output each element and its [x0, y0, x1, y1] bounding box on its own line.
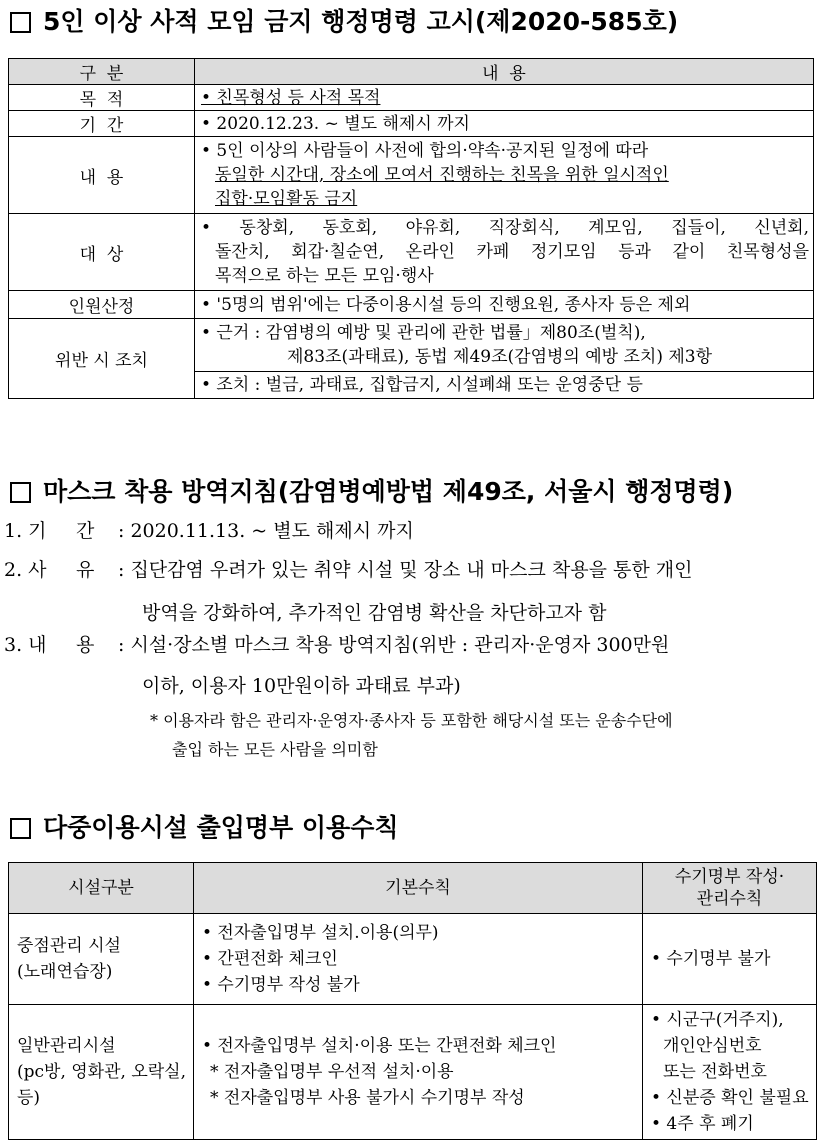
header-category: 구 분	[9, 59, 195, 85]
row-content: • 친목형성 등 사적 목적	[195, 85, 814, 111]
row-content: • '5명의 범위'에는 다중이용시설 등의 진행요원, 종사자 등은 제외	[195, 291, 814, 319]
list-item: 1. 기 간 : 2020.11.13. ~ 별도 해제시 까지	[4, 520, 414, 542]
row-content: • 동창회, 동호회, 야유회, 직장회식, 계모임, 집들이, 신년회, 돌잔치, 회갑·칠순연, 온라인 카페 정기모임 등과 같이 친목형성을 목적으로 하는 모든 모임·행사	[195, 214, 814, 291]
checkbox-square-icon	[10, 818, 31, 839]
manual-rules: • 시군구(거주지), 개인안심번호 또는 전화번호 • 신분증 확인 불필요 • 4주 후 폐기	[643, 1005, 817, 1140]
table-header-row	[9, 863, 817, 914]
list-item-continuation: 방역을 강화하여, 추가적인 감염병 확산을 차단하고자 함	[142, 602, 607, 624]
row-content: • 2020.12.23. ~ 별도 해제시 까지	[195, 111, 814, 137]
row-label: 내 용	[9, 137, 195, 214]
row-label: 기 간	[9, 111, 195, 137]
checkbox-square-icon	[10, 12, 31, 33]
row-content: • 근거 : 감염병의 예방 및 관리에 관한 법률」제80조(벌칙), 제83조(과태료), 동법 제49조(감염병의 예방 조치) 제3항	[195, 319, 814, 372]
header-manual-rules: 수기명부 작성· 관리수칙	[643, 863, 817, 914]
table-header-row	[9, 59, 814, 85]
table-row	[9, 214, 814, 291]
header-content: 내 용	[195, 59, 814, 85]
section1-title: 5인 이상 사적 모임 금지 행정명령 고시(제2020-585호)	[10, 6, 678, 38]
ban-order-table	[8, 58, 814, 399]
basic-rules: • 전자출입명부 설치·이용 또는 간편전화 체크인 * 전자출입명부 우선적 설치·이용 * 전자출입명부 사용 불가시 수기명부 작성	[194, 1005, 643, 1140]
manual-rules: • 수기명부 불가	[643, 914, 817, 1005]
footnote-continuation: 출입 하는 모든 사람을 의미함	[172, 740, 378, 759]
table-row	[9, 319, 814, 372]
list-item-continuation: 이하, 이용자 10만원이하 과태료 부과)	[142, 675, 461, 697]
table-row	[9, 291, 814, 319]
header-basic-rules: 기본수칙	[194, 863, 643, 914]
footnote: * 이용자라 함은 관리자·운영자·종사자 등 포함한 해당시설 또는 운송수단에	[150, 711, 673, 730]
table-row	[9, 85, 814, 111]
facility-category: 일반관리시설 (pc방, 영화관, 오락실, 등)	[9, 1005, 194, 1140]
table-row	[9, 137, 814, 214]
list-item: 2. 사 유 : 집단감염 우려가 있는 취약 시설 및 장소 내 마스크 착용을 통한 개인	[4, 559, 693, 581]
row-content: • 5인 이상의 사람들이 사전에 합의·약속·공지된 일정에 따라 동일한 시간대, 장소에 모여서 진행하는 친목을 위한 일시적인 집합·모임활동 금지	[195, 137, 814, 214]
row-label: 목 적	[9, 85, 195, 111]
section3-title: 다중이용시설 출입명부 이용수칙	[10, 812, 399, 844]
section2-title: 마스크 착용 방역지침(감염병예방법 제49조, 서울시 행정명령)	[10, 476, 733, 508]
facility-category: 중점관리 시설 (노래연습장)	[9, 914, 194, 1005]
table-row	[9, 914, 817, 1005]
row-label: 대 상	[9, 214, 195, 291]
header-facility-type: 시설구분	[9, 863, 194, 914]
entry-log-table	[8, 862, 817, 1140]
basic-rules: • 전자출입명부 설치.이용(의무) • 간편전화 체크인 • 수기명부 작성 불가	[194, 914, 643, 1005]
table-row	[9, 1005, 817, 1140]
list-item: 3. 내 용 : 시설·장소별 마스크 착용 방역지침(위반 : 관리자·운영자 300만원	[4, 634, 670, 656]
table-row	[9, 111, 814, 137]
row-label: 인원산정	[9, 291, 195, 319]
checkbox-square-icon	[10, 482, 31, 503]
row-content: • 조치 : 벌금, 과태료, 집합금지, 시설폐쇄 또는 운영중단 등	[195, 372, 814, 399]
row-label: 위반 시 조치	[9, 319, 195, 399]
